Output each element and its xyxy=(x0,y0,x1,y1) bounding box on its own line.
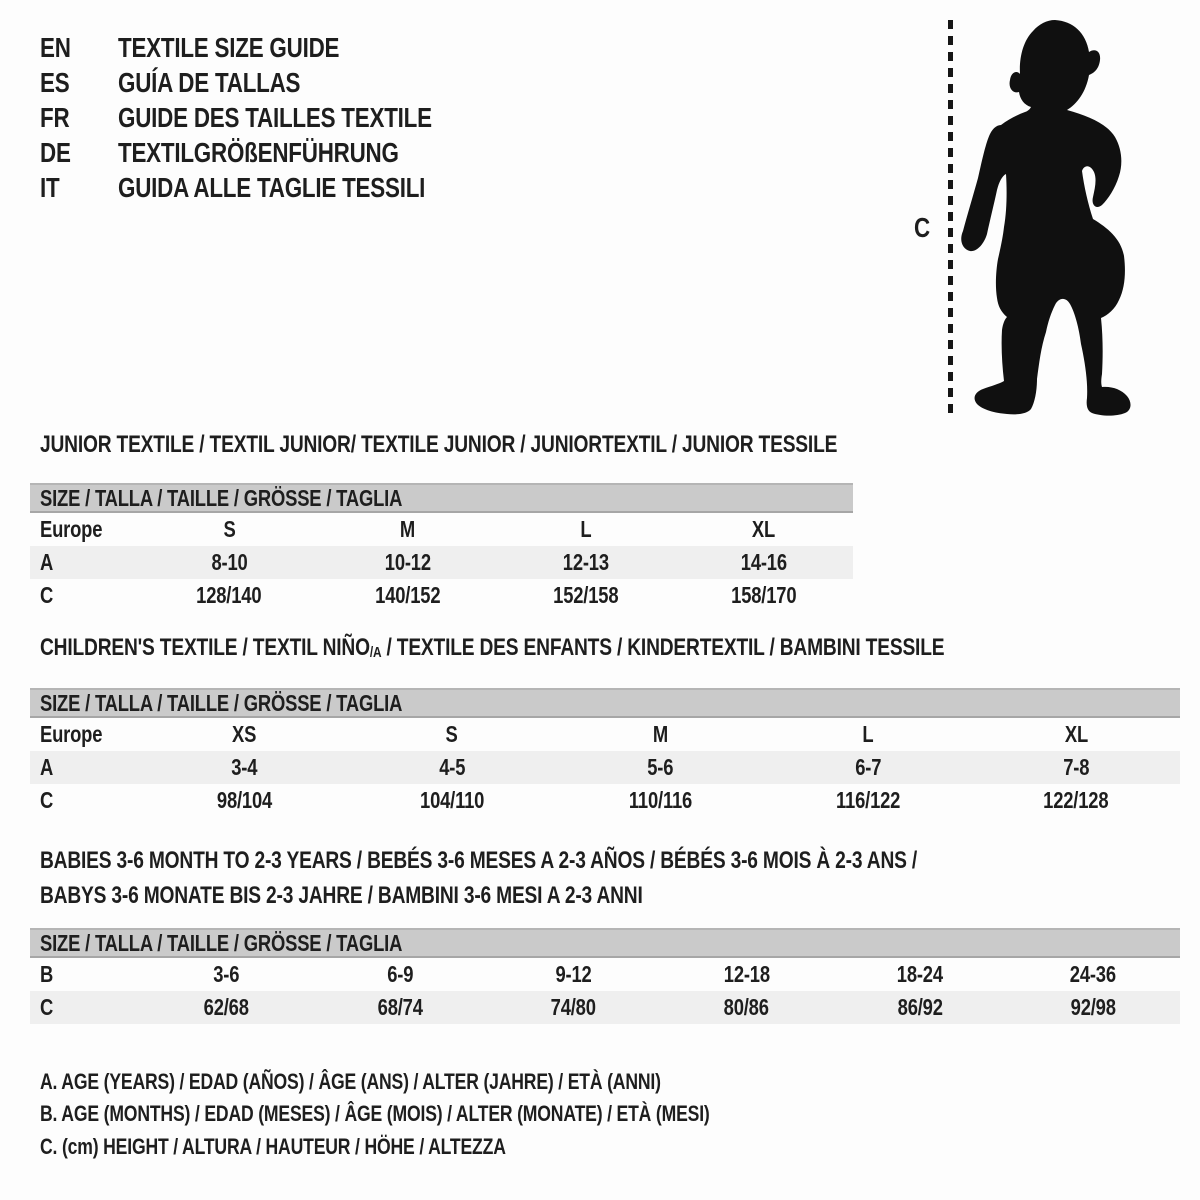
lang-row-en xyxy=(40,30,510,65)
children-title-sub: /A xyxy=(369,644,382,661)
table-cell: 68/74 xyxy=(377,994,423,1020)
table-cell: 152/158 xyxy=(553,582,619,608)
children-size-table xyxy=(30,688,1180,817)
size-header-label: SIZE / TALLA / TAILLE / GRÖSSE / TAGLIA xyxy=(40,484,403,511)
size-header-label: SIZE / TALLA / TAILLE / GRÖSSE / TAGLIA xyxy=(40,929,403,956)
babies-section-title-line2: BABYS 3-6 MONATE BIS 2-3 JAHRE / BAMBINI 3-6 MESI A 2-3 ANNI xyxy=(40,882,643,909)
row-label-b: B xyxy=(40,961,54,987)
language-code-es: ES xyxy=(40,66,70,98)
guide-title-de: TEXTILGRÖßENFÜHRUNG xyxy=(118,136,399,168)
table-cell: 3-6 xyxy=(213,961,240,987)
children-section-title xyxy=(40,636,944,661)
children-title-suffix: / TEXTILE DES ENFANTS / KINDERTEXTIL / BAMBINI TESSILE xyxy=(381,634,945,661)
table-cell: 5-6 xyxy=(646,754,674,780)
column-header-xs: XS xyxy=(231,721,257,747)
column-header-europe: Europe xyxy=(40,516,103,542)
lang-row-it xyxy=(40,170,510,205)
size-header-label: SIZE / TALLA / TAILLE / GRÖSSE / TAGLIA xyxy=(40,689,403,716)
language-code-de: DE xyxy=(40,136,71,168)
language-code-fr: FR xyxy=(40,101,70,133)
table-cell: 18-24 xyxy=(896,961,944,987)
column-header-xl: XL xyxy=(752,516,776,542)
row-label-c: C xyxy=(40,787,54,813)
row-label-a: A xyxy=(40,549,54,575)
table-cell: 98/104 xyxy=(216,787,272,813)
column-header-m: M xyxy=(399,516,415,542)
children-columns-row xyxy=(30,718,1180,751)
junior-age-row xyxy=(30,546,853,579)
table-cell: 80/86 xyxy=(724,994,770,1020)
table-cell: 116/122 xyxy=(835,787,901,813)
lang-row-es xyxy=(40,65,510,100)
lang-row-de xyxy=(40,135,510,170)
table-cell: 74/80 xyxy=(550,994,596,1020)
babies-size-table xyxy=(30,928,1180,1024)
guide-title-it: GUIDA ALLE TAGLIE TESSILI xyxy=(118,171,426,203)
legend-age-years: A. AGE (YEARS) / EDAD (AÑOS) / ÂGE (ANS) / ALTER (JAHRE) / ETÀ (ANNI) xyxy=(40,1069,661,1094)
language-header xyxy=(40,30,510,205)
table-cell: 86/92 xyxy=(897,994,943,1020)
table-cell: 128/140 xyxy=(196,582,262,608)
junior-size-header-bar xyxy=(30,483,853,513)
junior-section-title: JUNIOR TEXTILE / TEXTIL JUNIOR/ TEXTILE JUNIOR / JUNIORTEXTIL / JUNIOR TESSILE xyxy=(40,431,838,458)
children-age-row xyxy=(30,751,1180,784)
table-cell: 14-16 xyxy=(740,549,787,575)
babies-height-row xyxy=(30,991,1180,1024)
junior-size-table xyxy=(30,483,853,612)
column-header-europe: Europe xyxy=(40,721,103,747)
babies-months-row xyxy=(30,958,1180,991)
column-header-xl: XL xyxy=(1064,721,1088,747)
row-label-c: C xyxy=(40,582,54,608)
table-cell: 158/170 xyxy=(731,582,797,608)
column-header-s: S xyxy=(445,721,459,747)
height-measure-label: C xyxy=(914,212,930,243)
column-header-l: L xyxy=(580,516,592,542)
table-cell: 10-12 xyxy=(384,549,431,575)
language-code-it: IT xyxy=(40,171,60,203)
guide-title-es: GUÍA DE TALLAS xyxy=(118,66,301,98)
column-header-l: L xyxy=(862,721,874,747)
height-measure-dashed-line xyxy=(948,20,953,416)
table-cell: 6-7 xyxy=(854,754,882,780)
babies-size-header-bar xyxy=(30,928,1180,958)
children-size-header-bar xyxy=(30,688,1180,718)
table-cell: 9-12 xyxy=(555,961,592,987)
table-cell: 8-10 xyxy=(211,549,248,575)
table-cell: 140/152 xyxy=(374,582,440,608)
column-header-m: M xyxy=(652,721,668,747)
lang-row-fr xyxy=(40,100,510,135)
guide-title-en: TEXTILE SIZE GUIDE xyxy=(118,31,340,63)
toddler-silhouette xyxy=(955,18,1145,420)
junior-columns-row xyxy=(30,513,853,546)
guide-title-fr: GUIDE DES TAILLES TEXTILE xyxy=(118,101,432,133)
legend-height-cm: C. (cm) HEIGHT / ALTURA / HAUTEUR / HÖHE / ALTEZZA xyxy=(40,1134,506,1159)
table-cell: 104/110 xyxy=(419,787,485,813)
children-height-row xyxy=(30,784,1180,817)
row-label-c: C xyxy=(40,994,54,1020)
children-title-prefix: CHILDREN'S TEXTILE / TEXTIL NIÑO xyxy=(40,634,370,661)
row-label-a: A xyxy=(40,754,54,780)
table-cell: 122/128 xyxy=(1043,787,1109,813)
table-cell: 110/116 xyxy=(628,787,692,813)
table-cell: 4-5 xyxy=(438,754,466,780)
column-header-s: S xyxy=(223,516,236,542)
table-cell: 92/98 xyxy=(1070,994,1116,1020)
table-cell: 3-4 xyxy=(230,754,258,780)
legend-age-months: B. AGE (MONTHS) / EDAD (MESES) / ÂGE (MOIS) / ALTER (MONATE) / ETÀ (MESI) xyxy=(40,1101,710,1126)
table-cell: 7-8 xyxy=(1062,754,1090,780)
language-code-en: EN xyxy=(40,31,71,63)
table-cell: 6-9 xyxy=(386,961,414,987)
table-cell: 24-36 xyxy=(1070,961,1117,987)
junior-height-row xyxy=(30,579,853,612)
babies-section-title-line1: BABIES 3-6 MONTH TO 2-3 YEARS / BEBÉS 3-6 MESES A 2-3 AÑOS / BÉBÉS 3-6 MOIS À 2-3 ANS / xyxy=(40,847,918,874)
table-cell: 62/68 xyxy=(204,994,250,1020)
table-cell: 12-18 xyxy=(723,961,770,987)
table-cell: 12-13 xyxy=(562,549,609,575)
